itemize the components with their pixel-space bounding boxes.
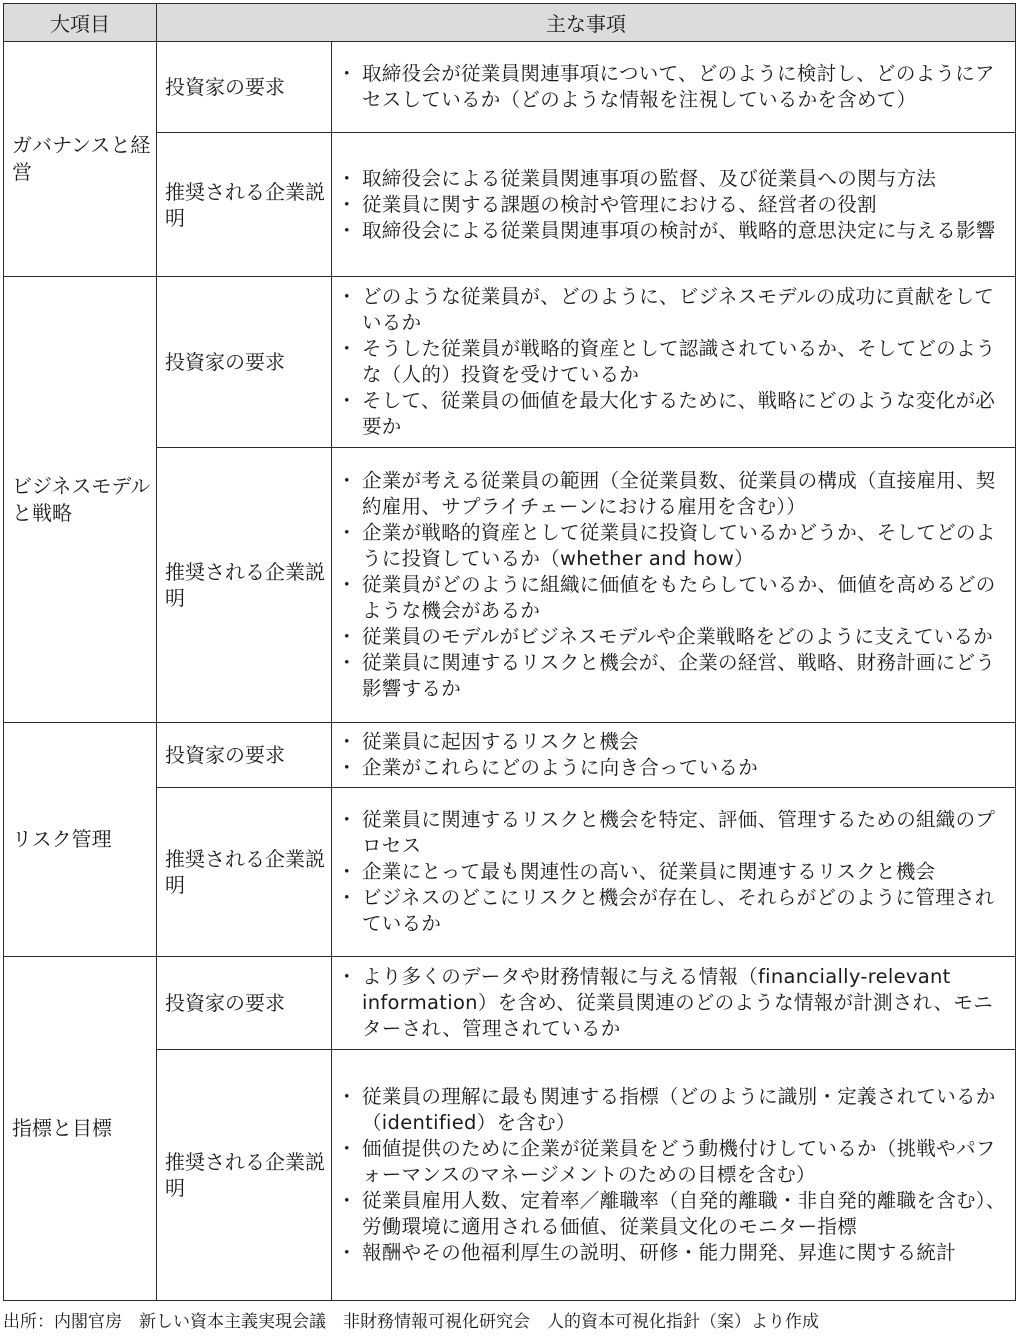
items-cell xyxy=(332,448,1016,723)
bullet-item: ・ 従業員雇用人数、定着率／離職率（自発的離職・非自発的離職を含む）、労働環境に適用される価値、従業員文化のモニター指標 xyxy=(337,1188,1009,1240)
item-list xyxy=(337,964,1009,1042)
subcategory-investor: 投資家の要求 xyxy=(157,42,332,133)
item-list xyxy=(337,166,1009,244)
bullet-item: ・ そして、従業員の価値を最大化するために、戦略にどのような変化が必要か xyxy=(337,388,1009,440)
table-row xyxy=(4,723,1016,788)
bullet-item: ・ 従業員がどのように組織に価値をもたらしているか、価値を高めるどのような機会があるか xyxy=(337,572,1009,624)
bullet-item: ・ 従業員に関連するリスクと機会が、企業の経営、戦略、財務計画にどう影響するか xyxy=(337,650,1009,702)
bullet-item: ・ どのような従業員が、どのように、ビジネスモデルの成功に貢献をしているか xyxy=(337,284,1009,336)
source-note: 出所：内閣官房 新しい資本主義実現会議 非財務情報可視化研究会 人的資本可視化指針（案）より作成 xyxy=(3,1312,819,1332)
header-category: 大項目 xyxy=(4,4,157,42)
bullet-item: ・ より多くのデータや財務情報に与える情報（financially-relevant information）を含め、従業員関連のどのような情報が計測され、モニターされ、管理されているか xyxy=(337,964,1009,1042)
item-list xyxy=(337,729,1009,781)
bullet-item: ・ そうした従業員が戦略的資産として認識されているか、そしてどのような（人的）投資を受けているか xyxy=(337,336,1009,388)
bullet-item: ・ 従業員の理解に最も関連する指標（どのように識別・定義されているか（identified）を含む） xyxy=(337,1084,1009,1136)
table-row xyxy=(4,957,1016,1050)
category-cell: ビジネスモデルと戦略 xyxy=(4,277,157,723)
bullet-item: ・ 従業員に関連するリスクと機会を特定、評価、管理するための組織のプロセス xyxy=(337,807,1009,859)
bullet-item: ・ 従業員に起因するリスクと機会 xyxy=(337,729,1009,755)
table-row xyxy=(4,277,1016,448)
items-cell xyxy=(332,788,1016,957)
bullet-item: ・ 価値提供のために企業が従業員をどう動機付けしているか（挑戦やパフォーマンスのマネージメントのための目標を含む） xyxy=(337,1136,1009,1188)
bullet-item: ・ 取締役会による従業員関連事項の検討が、戦略的意思決定に与える影響 xyxy=(337,218,1009,244)
subcategory-disclosure: 推奨される企業説明 xyxy=(157,1050,332,1301)
items-cell xyxy=(332,957,1016,1050)
bullet-item: ・ 報酬やその他福利厚生の説明、研修・能力開発、昇進に関する統計 xyxy=(337,1240,1009,1266)
items-cell xyxy=(332,723,1016,788)
items-cell xyxy=(332,133,1016,277)
items-cell xyxy=(332,277,1016,448)
bullet-item: ・ 企業が考える従業員の範囲（全従業員数、従業員の構成（直接雇用、契約雇用、サプライチェーンにおける雇用を含む）） xyxy=(337,468,1009,520)
items-cell xyxy=(332,1050,1016,1301)
bullet-item: ・ 企業がこれらにどのように向き合っているか xyxy=(337,755,1009,781)
subcategory-disclosure: 推奨される企業説明 xyxy=(157,788,332,957)
bullet-item: ・ ビジネスのどこにリスクと機会が存在し、それらがどのように管理されているか xyxy=(337,885,1009,937)
category-cell: リスク管理 xyxy=(4,723,157,957)
header-items: 主な事項 xyxy=(157,4,1016,42)
items-cell xyxy=(332,42,1016,133)
subcategory-investor: 投資家の要求 xyxy=(157,277,332,448)
category-cell: 指標と目標 xyxy=(4,957,157,1301)
bullet-item: ・ 企業が戦略的資産として従業員に投資しているかどうか、そしてどのように投資しているか（whether and how） xyxy=(337,520,1009,572)
bullet-item: ・ 取締役会による従業員関連事項の監督、及び従業員への関与方法 xyxy=(337,166,1009,192)
item-list xyxy=(337,61,1009,113)
bullet-item: ・ 取締役会が従業員関連事項について、どのように検討し、どのようにアセスしているか（どのような情報を注視しているかを含めて） xyxy=(337,61,1009,113)
bullet-item: ・ 従業員に関する課題の検討や管理における、経営者の役割 xyxy=(337,192,1009,218)
subcategory-investor: 投資家の要求 xyxy=(157,957,332,1050)
disclosure-table xyxy=(3,3,1016,1301)
item-list xyxy=(337,1084,1009,1266)
bullet-item: ・ 企業にとって最も関連性の高い、従業員に関連するリスクと機会 xyxy=(337,859,1009,885)
category-cell: ガバナンスと経営 xyxy=(4,42,157,277)
item-list xyxy=(337,807,1009,937)
bullet-item: ・ 従業員のモデルがビジネスモデルや企業戦略をどのように支えているか xyxy=(337,624,1009,650)
header-row xyxy=(4,4,1016,42)
table-row xyxy=(4,42,1016,133)
item-list xyxy=(337,468,1009,702)
item-list xyxy=(337,284,1009,440)
subcategory-disclosure: 推奨される企業説明 xyxy=(157,448,332,723)
subcategory-disclosure: 推奨される企業説明 xyxy=(157,133,332,277)
subcategory-investor: 投資家の要求 xyxy=(157,723,332,788)
